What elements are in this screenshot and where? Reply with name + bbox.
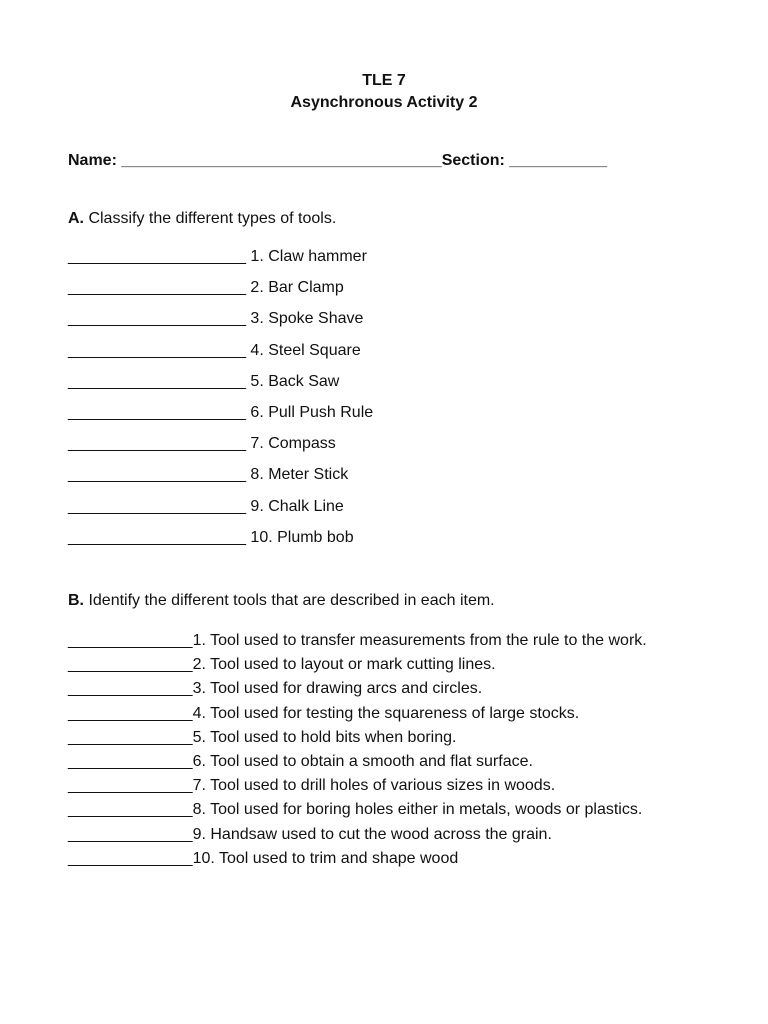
part-b-item — [68, 705, 647, 729]
answer-blank: ______________ — [68, 849, 193, 867]
answer-blank: ______________ — [68, 704, 193, 722]
document-subtitle: Asynchronous Activity 2 — [290, 94, 478, 111]
part-a-item — [68, 310, 373, 341]
item-text: 1. Claw hammer — [245, 248, 367, 265]
item-text: 7. Tool used to drill holes of various sizes in woods. — [192, 777, 556, 795]
part-b-item — [68, 826, 647, 850]
part-b-item — [68, 777, 647, 801]
part-b-instruction — [68, 592, 495, 610]
item-text: 3. Tool used for drawing arcs and circles. — [192, 680, 483, 698]
part-b-item — [68, 753, 647, 777]
part-a-item — [68, 279, 373, 310]
item-text: 7. Compass — [245, 435, 336, 453]
document-header — [0, 70, 768, 114]
answer-blank: ______________ — [68, 632, 193, 649]
part-a-instruction — [68, 210, 336, 228]
part-b-item — [68, 850, 647, 874]
part-a-item — [68, 404, 373, 435]
answer-blank: ______________ — [68, 777, 193, 795]
item-text: 1. Tool used to transfer measurements from the rule to the work. — [192, 632, 647, 649]
part-b-item — [68, 729, 647, 753]
item-text: 4. Tool used for testing the squareness of large stocks. — [192, 704, 580, 722]
part-a-item — [68, 248, 373, 279]
item-text: 10. Tool used to trim and shape wood — [192, 849, 459, 867]
name-blank: ____________________________________ — [121, 152, 442, 169]
item-text: 8. Tool used for boring holes either in metals, woods or plastics. — [192, 801, 643, 819]
item-text: 5. Back Saw — [245, 372, 340, 390]
part-b-item — [68, 632, 647, 656]
name-label: Name: — [68, 152, 122, 169]
answer-blank: ____________________ — [68, 466, 246, 484]
answer-blank: ______________ — [68, 825, 193, 843]
item-text: 8. Meter Stick — [245, 466, 349, 484]
document-title: TLE 7 — [362, 72, 406, 89]
item-text: 3. Spoke Shave — [245, 310, 364, 328]
answer-blank: ____________________ — [68, 310, 246, 328]
answer-blank: ____________________ — [68, 248, 246, 265]
part-a-letter: A. — [68, 210, 84, 227]
answer-blank: ______________ — [68, 656, 193, 674]
part-b-list — [68, 632, 647, 874]
item-text: 5. Tool used to hold bits when boring. — [192, 728, 457, 746]
part-a-instruction-text: Classify the different types of tools. — [84, 210, 337, 227]
section-label: Section: — [441, 152, 510, 169]
part-b-letter: B. — [68, 592, 84, 609]
answer-blank: ____________________ — [68, 403, 246, 421]
part-a-list — [68, 248, 373, 560]
part-a-item — [68, 466, 373, 497]
part-b-item — [68, 801, 647, 825]
item-text: 6. Tool used to obtain a smooth and flat surface. — [192, 752, 533, 770]
answer-blank: ______________ — [68, 801, 193, 819]
answer-blank: ____________________ — [68, 372, 246, 390]
part-a-item — [68, 373, 373, 404]
item-text: 2. Tool used to layout or mark cutting lines. — [192, 656, 496, 674]
answer-blank: ____________________ — [68, 497, 246, 515]
part-a-item — [68, 435, 373, 466]
part-b-item — [68, 680, 647, 704]
name-section-row — [68, 152, 607, 170]
answer-blank: ____________________ — [68, 528, 246, 546]
item-text: 10. Plumb bob — [245, 528, 354, 546]
answer-blank: ______________ — [68, 752, 193, 770]
item-text: 9. Handsaw used to cut the wood across the grain. — [192, 825, 552, 843]
part-a-item — [68, 498, 373, 529]
part-a-item — [68, 342, 373, 373]
part-b-instruction-text: Identify the different tools that are described in each item. — [84, 592, 495, 609]
answer-blank: ____________________ — [68, 279, 246, 297]
part-b-item — [68, 656, 647, 680]
item-text: 2. Bar Clamp — [245, 279, 344, 297]
item-text: 9. Chalk Line — [245, 497, 344, 515]
item-text: 4. Steel Square — [245, 341, 361, 359]
answer-blank: ______________ — [68, 680, 193, 698]
answer-blank: ____________________ — [68, 435, 246, 453]
section-blank: ___________ — [509, 152, 608, 169]
answer-blank: ______________ — [68, 728, 193, 746]
item-text: 6. Pull Push Rule — [245, 403, 374, 421]
part-a-item — [68, 529, 373, 560]
answer-blank: ____________________ — [68, 341, 246, 359]
